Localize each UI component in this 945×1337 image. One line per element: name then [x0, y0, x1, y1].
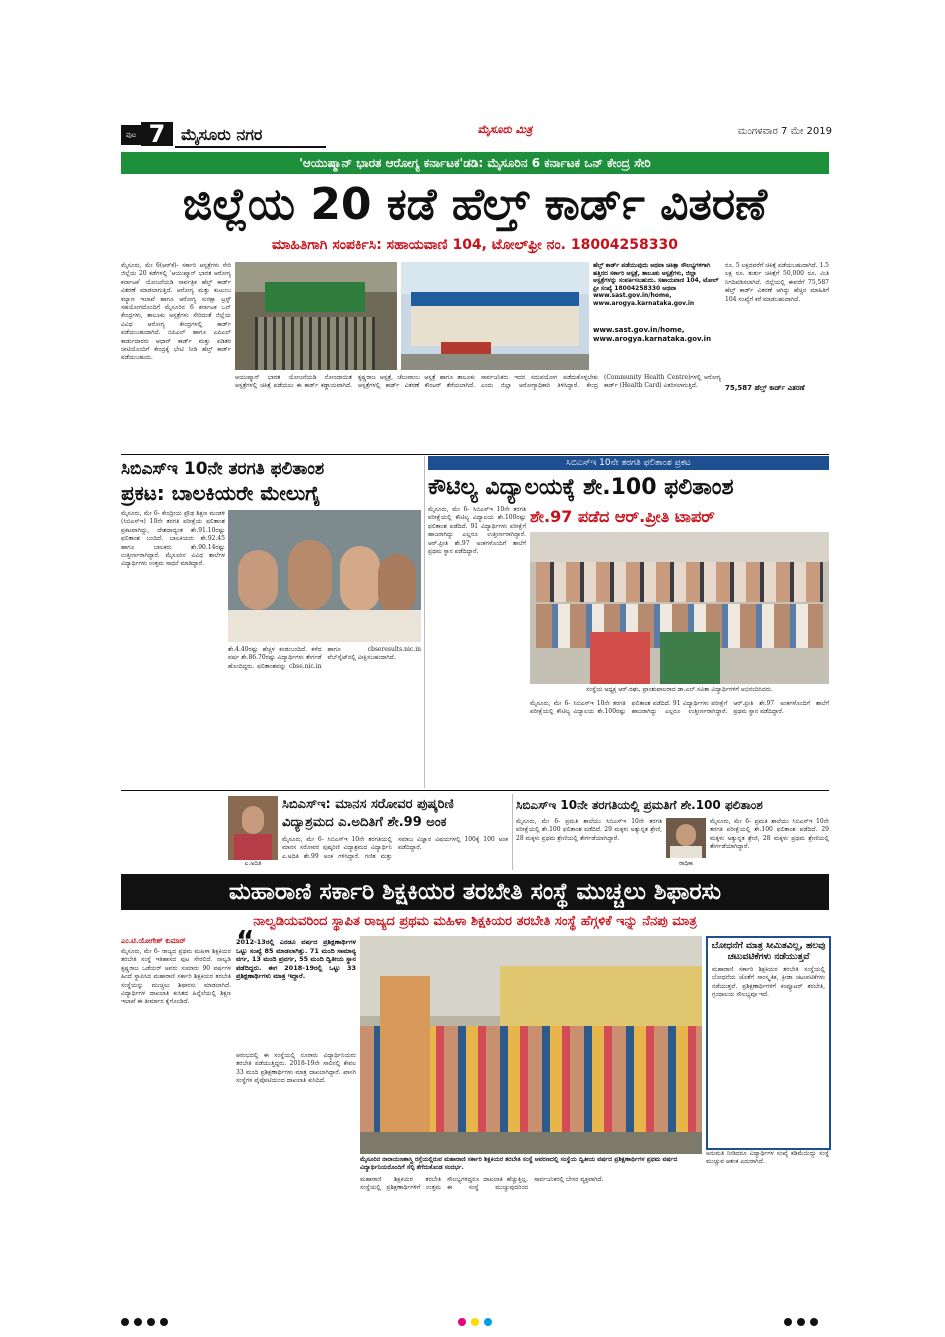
story4-body: ಮೈಸೂರು, ಮೇ 6- ಸಿಬಿಎಸ್‌ಇ 10ನೇ ತರಗತಿಯಲ್ಲಿ ಮಾನಸ ಸರೋವರ ಪುಷ್ಕರಿಣಿ ವಿದ್ಯಾಶ್ರಮದ ವಿದ್ಯಾರ್ಥಿನಿ ಎ.ಅದಿತಿ ಶೇ.99 ಅಂಕ ಗಳಿಸಿದ್ದಾರೆ. ಗಣಿತ ಮತ್ತು ಸಮಾಜ ವಿಜ್ಞಾನ ವಿಷಯಗಳಲ್ಲಿ 100ಕ್ಕೆ 100 ಅಂಕ ಪಡೆದಿದ್ದಾರೆ.: [282, 836, 508, 860]
story3-headline-2: ಶೇ.97 ಪಡೆದ ಆರ್.ಪ್ರೀತಿ ಟಾಪರ್: [530, 507, 715, 526]
story1-body-mid: ಆಯುಷ್ಮಾನ್ ಭಾರತ ಯೋಜನೆಯಡಿ ನೋಂದಾಯಿತ ಆಸ್ಪತ್ರೆಗಳಲ್ಲಿ ಚಿಕಿತ್ಸೆ ಪಡೆಯಲು ಈ ಕಾರ್ಡ್ ಕಡ್ಡಾಯವಾಗಿದೆ. ಕೃಷ್ಣರಾಜ ಆಸ್ಪತ್ರೆ, ಚೆಲುವಾಂಬ ಆಸ್ಪತ್ರೆ ಹಾಗೂ ತಾಲೂಕು ಆಸ್ಪತ್ರೆಗಳಲ್ಲಿ ಕಾರ್ಡ್ ವಿತರಣೆ ಕೌಂಟರ್ ತೆರೆಯಲಾಗಿದೆ. ಸಾರ್ವಜನಿಕರು ಇದರ ಸದುಪಯೋಗ ಪಡೆದುಕೊಳ್ಳಬೇಕು ಎಂದು ಜಿಲ್ಲಾ ಆರೋಗ್ಯಾಧಿಕಾರಿ ತಿಳಿಸಿದ್ದಾರೆ. ಕೇಂದ್ರ (Community Health Centre)ಗಳಲ್ಲಿ ಆರೋಗ್ಯ ಕಾರ್ಡ್ (Health Card) ವಿತರಿಸಲಾಗುತ್ತಿದೆ.: [235, 374, 721, 390]
story1-headline: ಜಿಲ್ಲೆಯ 20 ಕಡೆ ಹೆಲ್ತ್ ಕಾರ್ಡ್ ವಿತರಣೆ: [182, 179, 768, 230]
story5-body: ಮೈಸೂರು, ಮೇ 6- ಪ್ರಮತಿ ಶಾಲೆಯು ಸಿಬಿಎಸ್‌ಇ 10ನೇ ತರಗತಿ ಪರೀಕ್ಷೆಯಲ್ಲಿ ಶೇ.100 ಫಲಿತಾಂಶ ಪಡೆದಿದೆ. 29 ಮಕ್ಕಳು ಅತ್ಯುನ್ನತ ಶ್ರೇಣಿ, 28 ಮಕ್ಕಳು ಪ್ರಥಮ ಶ್ರೇಣಿಯಲ್ಲಿ ತೇರ್ಗಡೆಯಾಗಿದ್ದಾರೆ.: [516, 818, 662, 842]
page-label-box: [121, 125, 141, 145]
story5-body-2: ಮೈಸೂರು, ಮೇ 6- ಪ್ರಮತಿ ಶಾಲೆಯು ಸಿಬಿಎಸ್‌ಇ 10ನೇ ತರಗತಿ ಪರೀಕ್ಷೆಯಲ್ಲಿ ಶೇ.100 ಫಲಿತಾಂಶ ಪಡೆದಿದೆ. 29 ಮಕ್ಕಳು ಅತ್ಯುನ್ನತ ಶ್ರೇಣಿ, 28 ಮಕ್ಕಳು ಪ್ರಥಮ ಶ್ರೇಣಿಯಲ್ಲಿ ತೇರ್ಗಡೆಯಾಗಿದ್ದಾರೆ.: [710, 818, 829, 851]
story2-headline-2: ಪ್ರಕಟ: ಬಾಲಕಿಯರೇ ಮೇಲುಗೈ: [121, 481, 321, 505]
story5-photo-label: ರಾಧಿಕಾ: [666, 860, 706, 868]
story6-photo-caption: ಮೈಸೂರಿನ ನಾರಾಯಣಶಾಸ್ತ್ರಿ ರಸ್ತೆಯಲ್ಲಿರುವ ಮಹಾರಾಣಿ ಸರ್ಕಾರಿ ಶಿಕ್ಷಕಿಯರ ತರಬೇತಿ ಸಂಸ್ಥೆ ಆವರಣದಲ್ಲಿ ಸಂಸ್ಥೆಯ ದ್ವಿತೀಯ ವರ್ಷದ ಪ್ರಶಿಕ್ಷಣಾರ್ಥಿಗಳ ಪ್ರಥಮ ವರ್ಷದ ವಿದ್ಯಾರ್ಥಿನಿಯರೊಂದಿಗೆ ಸೆಲ್ಫಿ ತೆಗೆದುಕೊಂಡ ಸಂದರ್ಭ.: [360, 1156, 702, 1172]
registration-dot: [810, 1318, 818, 1326]
story6-body: ಮೈಸೂರು, ಮೇ 6- ರಾಜ್ಯದ ಪ್ರಥಮ ಮಹಿಳಾ ಶಿಕ್ಷಕಿಯರ ತರಬೇತಿ ಸಂಸ್ಥೆ ಇತಿಹಾಸದ ಪುಟ ಸೇರಲಿದೆ. ನಾಲ್ವಡಿ ಕೃಷ್ಣರಾಜ ಒಡೆಯರ್ ಅವರು ಸುಮಾರು 90 ವರ್ಷಗಳ ಹಿಂದೆ ಸ್ಥಾಪಿಸಿದ ಮಹಾರಾಣಿ ಸರ್ಕಾರಿ ಶಿಕ್ಷಕಿಯರ ತರಬೇತಿ ಸಂಸ್ಥೆಯನ್ನು ಮುಚ್ಚಲು ಶಿಫಾರಸು ಮಾಡಲಾಗಿದೆ. ವಿದ್ಯಾರ್ಥಿಗಳ ದಾಖಲಾತಿ ಕುಸಿತದ ಹಿನ್ನೆಲೆಯಲ್ಲಿ ಶಿಕ್ಷಣ ಇಲಾಖೆ ಈ ತೀರ್ಮಾನ ಕೈಗೊಂಡಿದೆ.: [121, 948, 231, 1006]
divider-1: [121, 454, 829, 455]
story3-photo-group: [530, 532, 829, 684]
story1-kicker-bar: [121, 152, 829, 174]
story5-headline: ಸಿಬಿಎಸ್‌ಇ 10ನೇ ತರಗತಿಯಲ್ಲಿ ಪ್ರಮತಿಗೆ ಶೇ.100 ಫಲಿತಾಂಶ: [516, 798, 763, 812]
registration-dot: [134, 1318, 142, 1326]
story1-photo-building: [401, 262, 589, 370]
story2-body: ಮೈಸೂರು, ಮೇ 6- ಕೇಂದ್ರೀಯ ಪ್ರೌಢ ಶಿಕ್ಷಣ ಮಂಡಳಿ (ಸಿಬಿಎಸ್‌ಇ) 10ನೇ ತರಗತಿ ಪರೀಕ್ಷೆಯ ಫಲಿತಾಂಶ ಪ್ರಕಟವಾಗಿದ್ದು, ದೇಶದಾದ್ಯಂತ ಶೇ.91.10ರಷ್ಟು ಫಲಿತಾಂಶ ಬಂದಿದೆ. ಬಾಲಕಿಯರು ಶೇ.92.45 ಹಾಗೂ ಬಾಲಕರು ಶೇ.90.14ರಷ್ಟು ಉತ್ತೀರ್ಣರಾಗಿದ್ದಾರೆ. ಮೈಸೂರಿನ ವಿವಿಧ ಶಾಲೆಗಳ ವಿದ್ಯಾರ್ಥಿಗಳು ಉತ್ತಮ ಸಾಧನೆ ಮಾಡಿದ್ದಾರೆ.: [121, 510, 225, 568]
story6-quote: 2012-13ರಲ್ಲಿ ಎರಡೂ ವರ್ಷದ ಪ್ರಶಿಕ್ಷಣಾರ್ಥಿಗಳ ಒಟ್ಟು ಸಂಖ್ಯೆ 85 ಮಾಡಲಾಗಿತ್ತು. 71 ಮಂದಿ ಸಾಮಾನ್ಯ ವರ್ಗ, 13 ಮಂದಿ ಪ್ರವರ್ಗ, 55 ಮಂದಿ ದ್ವಿತೀಯ ಸ್ಥಾನ ಪಡೆದಿದ್ದರು. ಈಗ 2018-19ರಲ್ಲಿ ಒಟ್ಟು 33 ಪ್ರಶಿಕ್ಷಣಾರ್ಥಿಗಳು ಮಾತ್ರ ಇದ್ದಾರೆ.: [236, 938, 356, 981]
story3-caption: ಸಂಸ್ಥೆಯ ಅಧ್ಯಕ್ಷ ಆರ್.ರಘು, ಪ್ರಾಂಶುಪಾಲರಾದ ಡಾ.ಎಲ್.ಸವಿತಾ ವಿದ್ಯಾರ್ಥಿಗಳಿಗೆ ಅಭಿನಂದಿಸಿದರು.: [530, 686, 829, 696]
story5-photo: [666, 818, 706, 858]
story1-highlight: 75,587 ಹೆಲ್ತ್ ಕಾರ್ಡ್ ವಿತರಣೆ: [725, 384, 805, 392]
story1-body-right: ರೂ. 5 ಲಕ್ಷದವರೆಗೆ ಚಿಕಿತ್ಸೆ ಪಡೆಯಬಹುದಾಗಿದೆ. 1.5 ಲಕ್ಷ ರೂ. ತುರ್ತು ಚಿಕಿತ್ಸೆಗೆ 50,000 ರೂ. ಮಿತಿ ನಿಗದಿಪಡಿಸಲಾಗಿದೆ. ಜಿಲ್ಲೆಯಲ್ಲಿ ಈವರೆಗೆ 75,587 ಹೆಲ್ತ್ ಕಾರ್ಡ್ ವಿತರಣೆ ಆಗಿದ್ದು ಹೆಚ್ಚಿನ ಮಾಹಿತಿಗೆ 104 ಸಂಖ್ಯೆಗೆ ಕರೆ ಮಾಡಬಹುದಾಗಿದೆ.: [725, 262, 829, 303]
story3-kicker: ಸಿಬಿಎಸ್‌ಇ 10ನೇ ತರಗತಿ ಫಲಿತಾಂಶ ಪ್ರಕಟ: [566, 458, 691, 468]
registration-dot: [784, 1318, 792, 1326]
story6-sidebar-title: ಬೋಧನೆಗೆ ಮಾತ್ರ ಸೀಮಿತವಿಲ್ಲ, ಹಲವು ಚಟುವಟಿಕೆಗಳು ನಡೆಯುತ್ತವೆ: [711, 941, 826, 962]
registration-dot: [458, 1318, 466, 1326]
story3-body: ಮೈಸೂರು, ಮೇ 6- ಸಿಬಿಎಸ್‌ಇ 10ನೇ ತರಗತಿ ಪರೀಕ್ಷೆಯಲ್ಲಿ ಕೌಟಿಲ್ಯ ವಿದ್ಯಾಲಯ ಶೇ.100ರಷ್ಟು ಫಲಿತಾಂಶ ಪಡೆದಿದೆ. 91 ವಿದ್ಯಾರ್ಥಿಗಳು ಪರೀಕ್ಷೆಗೆ ಹಾಜರಾಗಿದ್ದು ಎಲ್ಲರೂ ಉತ್ತೀರ್ಣರಾಗಿದ್ದಾರೆ. ಆರ್.ಪ್ರೀತಿ ಶೇ.97 ಅಂಕಗಳೊಂದಿಗೆ ಶಾಲೆಗೆ ಪ್ರಥಮ ಸ್ಥಾನ ಪಡೆದಿದ್ದಾರೆ.: [428, 506, 526, 556]
section-title: ಮೈಸೂರು ನಗರ: [175, 124, 326, 148]
story4-headline-2: ವಿದ್ಯಾಶ್ರಮದ ಎ.ಅದಿತಿಗೆ ಶೇ.99 ಅಂಕ: [282, 815, 447, 830]
registration-dot: [484, 1318, 492, 1326]
divider-v-1: [424, 456, 425, 788]
story4-headline-1: ಸಿಬಿಎಸ್‌ಇ: ಮಾನಸ ಸರೋವರ ಪುಷ್ಕರಿಣಿ: [282, 797, 454, 812]
story1-info-box: ಹೆಲ್ತ್ ಕಾರ್ಡ್ ಪಡೆಯುವುದು ಅಥವಾ ಚಿಕಿತ್ಸಾ ಸೌಲಭ್ಯಗಳಿಗಾಗಿ ಹತ್ತಿರದ ಸರ್ಕಾರಿ ಆಸ್ಪತ್ರೆ, ತಾಲೂಕು ಆಸ್ಪತ್ರೆಗಳು, ಜಿಲ್ಲಾ ಆಸ್ಪತ್ರೆಗಳನ್ನು ಸಂಪರ್ಕಿಸಬಹುದು. ಸಹಾಯವಾಣಿ 104, ಟೋಲ್ ಫ್ರೀ ಸಂಖ್ಯೆ 18004258330 ಅಥವಾ www.sast.gov.in/home, www.arogya.karnataka.gov.in: [593, 262, 719, 307]
story2-headline-1: ಸಿಬಿಎಸ್‌ಇ 10ನೇ ತರಗತಿ ಫಲಿತಾಂಶ: [121, 459, 325, 479]
page-label: ಪುಟ: [125, 131, 137, 139]
story6-byline: ಎಂ.ಟಿ.ಯೋಗೇಶ್ ಕುಮಾರ್: [121, 937, 186, 945]
page-number: 7: [141, 122, 173, 146]
story3-headline-1: ಕೌಟಿಲ್ಯ ವಿದ್ಯಾಲಯಕ್ಕೆ ಶೇ.100 ಫಲಿತಾಂಶ: [428, 475, 734, 500]
issue-date: ಮಂಗಳವಾರ 7 ಮೇ 2019: [737, 126, 832, 137]
story3-kicker-bar: [428, 456, 829, 470]
story1-body-left: ಮೈಸೂರು, ಮೇ 6(ಆರ್‌ಕೆ)- ಸರ್ಕಾರಿ ಆಸ್ಪತ್ರೆಗಳು ಸೇರಿ ಜಿಲ್ಲೆಯ 20 ಕಡೆಗಳಲ್ಲಿ 'ಆಯುಷ್ಮಾನ್ ಭಾರತ ಆರೋಗ್ಯ ಕರ್ನಾಟಕ' ಯೋಜನೆಯಡಿ ಸಾರ್ವತ್ರಿಕ ಹೆಲ್ತ್ ಕಾರ್ಡ್ ವಿತರಣೆ ಮಾಡಲಾಗುತ್ತಿದೆ. ಆರೋಗ್ಯ ಮತ್ತು ಕುಟುಂಬ ಕಲ್ಯಾಣ ಇಲಾಖೆ ಹಾಗೂ ಆರೋಗ್ಯ ಸುರಕ್ಷಾ ಟ್ರಸ್ಟ್ ಸಹಯೋಗದೊಂದಿಗೆ ಮೈಸೂರಿನ 6 ಕರ್ನಾಟಕ ಒನ್ ಕೇಂದ್ರಗಳು, ತಾಲೂಕು ಆಸ್ಪತ್ರೆಗಳು ಸೇರಿದಂತೆ ಜಿಲ್ಲೆಯ ವಿವಿಧ ಆರೋಗ್ಯ ಕೇಂದ್ರಗಳಲ್ಲಿ ಕಾರ್ಡ್ ಪಡೆಯಬಹುದಾಗಿದೆ. ಬಿಪಿಎಲ್ ಹಾಗೂ ಎಪಿಎಲ್ ಕಾರ್ಡುದಾರರು ಆಧಾರ್ ಕಾರ್ಡ್ ಮತ್ತು ಪಡಿತರ ಚೀಟಿಯೊಂದಿಗೆ ಕೇಂದ್ರಕ್ಕೆ ಭೇಟಿ ನೀಡಿ ಹೆಲ್ತ್ ಕಾರ್ಡ್ ಪಡೆಯಬಹುದು.: [121, 262, 231, 362]
story6-photo-selfie: [360, 936, 702, 1154]
story6-body-2: ಆರಂಭದಲ್ಲಿ ಈ ಸಂಸ್ಥೆಯಲ್ಲಿ ನೂರಾರು ವಿದ್ಯಾರ್ಥಿನಿಯರು ತರಬೇತಿ ಪಡೆಯುತ್ತಿದ್ದರು. 2018-19ನೇ ಸಾಲಿನಲ್ಲಿ ಕೇವಲ 33 ಮಂದಿ ಪ್ರಶಿಕ್ಷಣಾರ್ಥಿಗಳು ಮಾತ್ರ ದಾಖಲಾಗಿದ್ದಾರೆ. ಖಾಸಗಿ ಸಂಸ್ಥೆಗಳ ಪೈಪೋಟಿಯಿಂದ ದಾಖಲಾತಿ ಕುಸಿದಿದೆ.: [236, 1052, 356, 1085]
story2-photo-students: [228, 510, 421, 642]
story6-headline: ಮಹಾರಾಣಿ ಸರ್ಕಾರಿ ಶಿಕ್ಷಕಿಯರ ತರಬೇತಿ ಸಂಸ್ಥೆ ಮುಚ್ಚಲು ಶಿಫಾರಸು: [228, 879, 722, 905]
story1-url-1: www.sast.gov.in/home,: [593, 326, 685, 334]
story2-body-2: ಶೇ.4.40ರಷ್ಟು ಹೆಚ್ಚಳ ಕಂಡುಬಂದಿದೆ. ಕಳೆದ ವರ್ಷ ಶೇ.86.70ರಷ್ಟು ವಿದ್ಯಾರ್ಥಿಗಳು ತೇರ್ಗಡೆ ಹೊಂದಿದ್ದರು. ಫಲಿತಾಂಶವನ್ನು cbse.nic.in ಹಾಗೂ cbseresults.nic.in ವೆಬ್‌ಸೈಟ್‌ನಲ್ಲಿ ವೀಕ್ಷಿಸಬಹುದಾಗಿದೆ.: [228, 646, 421, 670]
story4-photo: [228, 796, 278, 860]
story3-body-2: ಮೈಸೂರು, ಮೇ 6- ಸಿಬಿಎಸ್‌ಇ 10ನೇ ತರಗತಿ ಪರೀಕ್ಷೆಯಲ್ಲಿ ಕೌಟಿಲ್ಯ ವಿದ್ಯಾಲಯ ಶೇ.100ರಷ್ಟು ಫಲಿತಾಂಶ ಪಡೆದಿದೆ. 91 ವಿದ್ಯಾರ್ಥಿಗಳು ಪರೀಕ್ಷೆಗೆ ಹಾಜರಾಗಿದ್ದು ಎಲ್ಲರೂ ಉತ್ತೀರ್ಣರಾಗಿದ್ದಾರೆ. ಆರ್.ಪ್ರೀತಿ ಶೇ.97 ಅಂಕಗಳೊಂದಿಗೆ ಶಾಲೆಗೆ ಪ್ರಥಮ ಸ್ಥಾನ ಪಡೆದಿದ್ದಾರೆ.: [530, 700, 829, 716]
registration-dot: [471, 1318, 479, 1326]
story6-body-3: ಮಹಾರಾಣಿ ಶಿಕ್ಷಕಿಯರ ತರಬೇತಿ ಸಂಸ್ಥೆಯಲ್ಲಿ ಪ್ರಶಿಕ್ಷಣಾರ್ಥಿಗಳಿಗೆ ಉತ್ತಮ ಸೌಲಭ್ಯಗಳಿದ್ದರೂ ದಾಖಲಾತಿ ಹೆಚ್ಚುತ್ತಿಲ್ಲ. ಈ ಸಂಸ್ಥೆ ಮುಚ್ಚುವುದರಿಂದ ಸಾರ್ವಜನಿಕರಲ್ಲಿ ಬೇಸರ ವ್ಯಕ್ತವಾಗಿದೆ.: [360, 1176, 604, 1192]
masthead-logo: ಮೈಸೂರು ಮಿತ್ರ: [477, 123, 533, 136]
registration-dot: [160, 1318, 168, 1326]
story1-photo-gate: [235, 262, 397, 370]
registration-dot: [797, 1318, 805, 1326]
story1-subhead: ಮಾಹಿತಿಗಾಗಿ ಸಂಪರ್ಕಿಸಿ: ಸಹಾಯವಾಣಿ 104, ಟೋಲ್‌ಫ್ರೀ ನಂ. 18004258330: [272, 237, 678, 253]
registration-dot: [147, 1318, 155, 1326]
story6-bottom-right: ಅನುಮತಿ ನೀಡಿದರೂ ವಿದ್ಯಾರ್ಥಿಗಳ ಸಂಖ್ಯೆ ಕಡಿಮೆಯಿದ್ದು ಸಂಸ್ಥೆ ಮುಚ್ಚುವ ಆತಂಕ ಎದುರಾಗಿದೆ.: [706, 1150, 829, 1166]
story6-subhead: ನಾಲ್ವಡಿಯವರಿಂದ ಸ್ಥಾಪಿತ ರಾಜ್ಯದ ಪ್ರಥಮ ಮಹಿಳಾ ಶಿಕ್ಷಕಿಯರ ತರಬೇತಿ ಸಂಸ್ಥೆ ಹೆಗ್ಗಳಿಕೆ ಇನ್ನು ನೆನಪು ಮಾತ್ರ: [253, 914, 697, 929]
story1-kicker: 'ಆಯುಷ್ಮಾನ್ ಭಾರತ ಆರೋಗ್ಯ ಕರ್ನಾಟಕ'ಡಡಿ: ಮೈಸೂರಿನ 6 ಕರ್ನಾಟಕ ಒನ್ ಕೇಂದ್ರ ಸೇರಿ: [299, 156, 651, 170]
story6-sidebar-body: ಮಹಾರಾಣಿ ಸರ್ಕಾರಿ ಶಿಕ್ಷಕಿಯರ ತರಬೇತಿ ಸಂಸ್ಥೆಯಲ್ಲಿ ಬೋಧನೆಯ ಜೊತೆಗೆ ಸಾಂಸ್ಕೃತಿಕ, ಕ್ರೀಡಾ ಚಟುವಟಿಕೆಗಳು ನಡೆಯುತ್ತವೆ. ಪ್ರಶಿಕ್ಷಣಾರ್ಥಿಗಳಿಗೆ ಕಂಪ್ಯೂಟರ್ ತರಬೇತಿ, ಗ್ರಂಥಾಲಯ ಸೌಲಭ್ಯವೂ ಇದೆ.: [712, 966, 825, 999]
story4-photo-label: ಎ.ಅದಿತಿ: [228, 860, 278, 868]
story1-url-2: www.arogya.karnataka.gov.in: [593, 335, 712, 343]
story6-sidebar: [706, 936, 831, 1150]
story6-headline-bar: [121, 874, 829, 910]
story6-quote-mark: “: [236, 924, 255, 957]
divider-2: [121, 790, 829, 791]
divider-v-2: [512, 794, 513, 870]
registration-dot: [121, 1318, 129, 1326]
